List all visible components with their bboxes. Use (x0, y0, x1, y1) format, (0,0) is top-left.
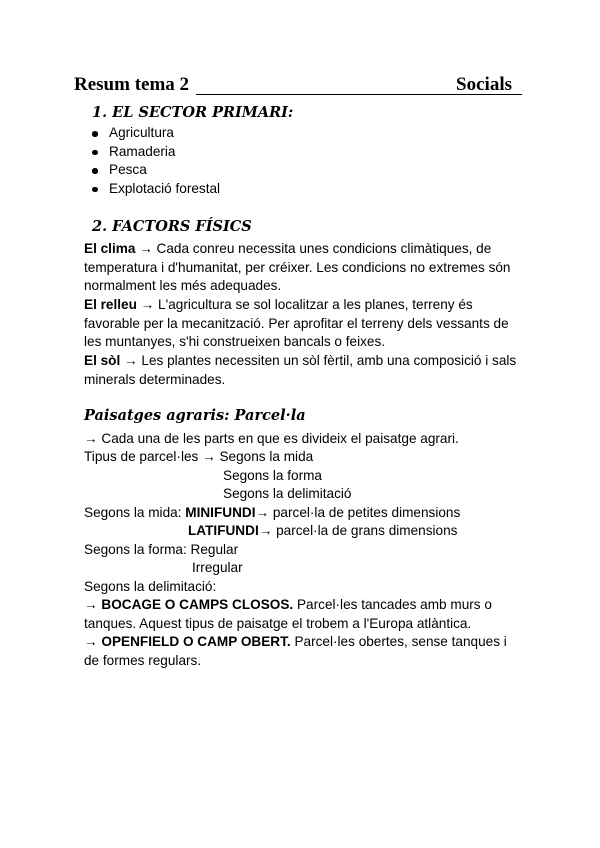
section3-title: Paisatges agraris: Parcel·la (84, 407, 306, 424)
forma-irregular: Irregular (192, 560, 243, 575)
list-item: Agricultura (92, 124, 220, 143)
section2-title: 2. FACTORS FÍSICS (92, 218, 252, 235)
factor-relleu: El relleu → L'agricultura se sol localitzar a les planes, terreny és favorable per la mecanització. Per aprofitar el terreny dels vessants de les muntanyes, s'hi construeixen bancals o feixes. (84, 297, 509, 349)
bocage-line: → BOCAGE O CAMPS CLOSOS. Parcel·les tancades amb murs o (84, 597, 492, 612)
forma-line: Segons la forma: Regular (84, 542, 239, 557)
openfield-line: → OPENFIELD O CAMP OBERT. Parcel·les obertes, sense tanques i (84, 634, 507, 649)
bullet-icon (92, 150, 98, 156)
list-item: Ramaderia (92, 143, 220, 162)
type-forma: Segons la forma (223, 468, 322, 483)
list-item: Explotació forestal (92, 180, 220, 199)
types-intro: Tipus de parcel·les → Segons la mida (84, 449, 314, 464)
factor-sol: El sòl → Les plantes necessiten un sòl fèrtil, amb una composició i sals minerals determinades. (84, 353, 517, 387)
openfield-line-2: de formes regulars. (84, 653, 202, 668)
document-header (74, 74, 514, 98)
section1-list (92, 124, 220, 198)
parcel-definition: → Cada una de les parts en que es divideix el paisatge agrari. (84, 431, 459, 446)
mida-line: Segons la mida: MINIFUNDI→ parcel·la de petites dimensions (84, 505, 461, 520)
factor-clima: El clima → Cada conreu necessita unes condicions climàtiques, de temperatura i d'humanitat, per créixer. Les condicions no extremes són normalment les més adequades. (84, 241, 511, 293)
delimitacio-intro: Segons la delimitació: (84, 579, 217, 594)
bullet-icon (92, 187, 98, 193)
bullet-icon (92, 168, 98, 174)
section1-title: 1. EL SECTOR PRIMARI: (92, 104, 294, 121)
type-delimitacio: Segons la delimitació (223, 486, 352, 501)
latifundi-line: LATIFUNDI→ parcel·la de grans dimensions (188, 523, 458, 538)
list-item: Pesca (92, 161, 220, 180)
bocage-line-2: tanques. Aquest tipus de paisatge el trobem a l'Europa atlàntica. (84, 616, 472, 631)
header-subject: Socials (456, 74, 512, 95)
bullet-icon (92, 131, 98, 137)
header-title: Resum tema 2 (74, 74, 190, 95)
